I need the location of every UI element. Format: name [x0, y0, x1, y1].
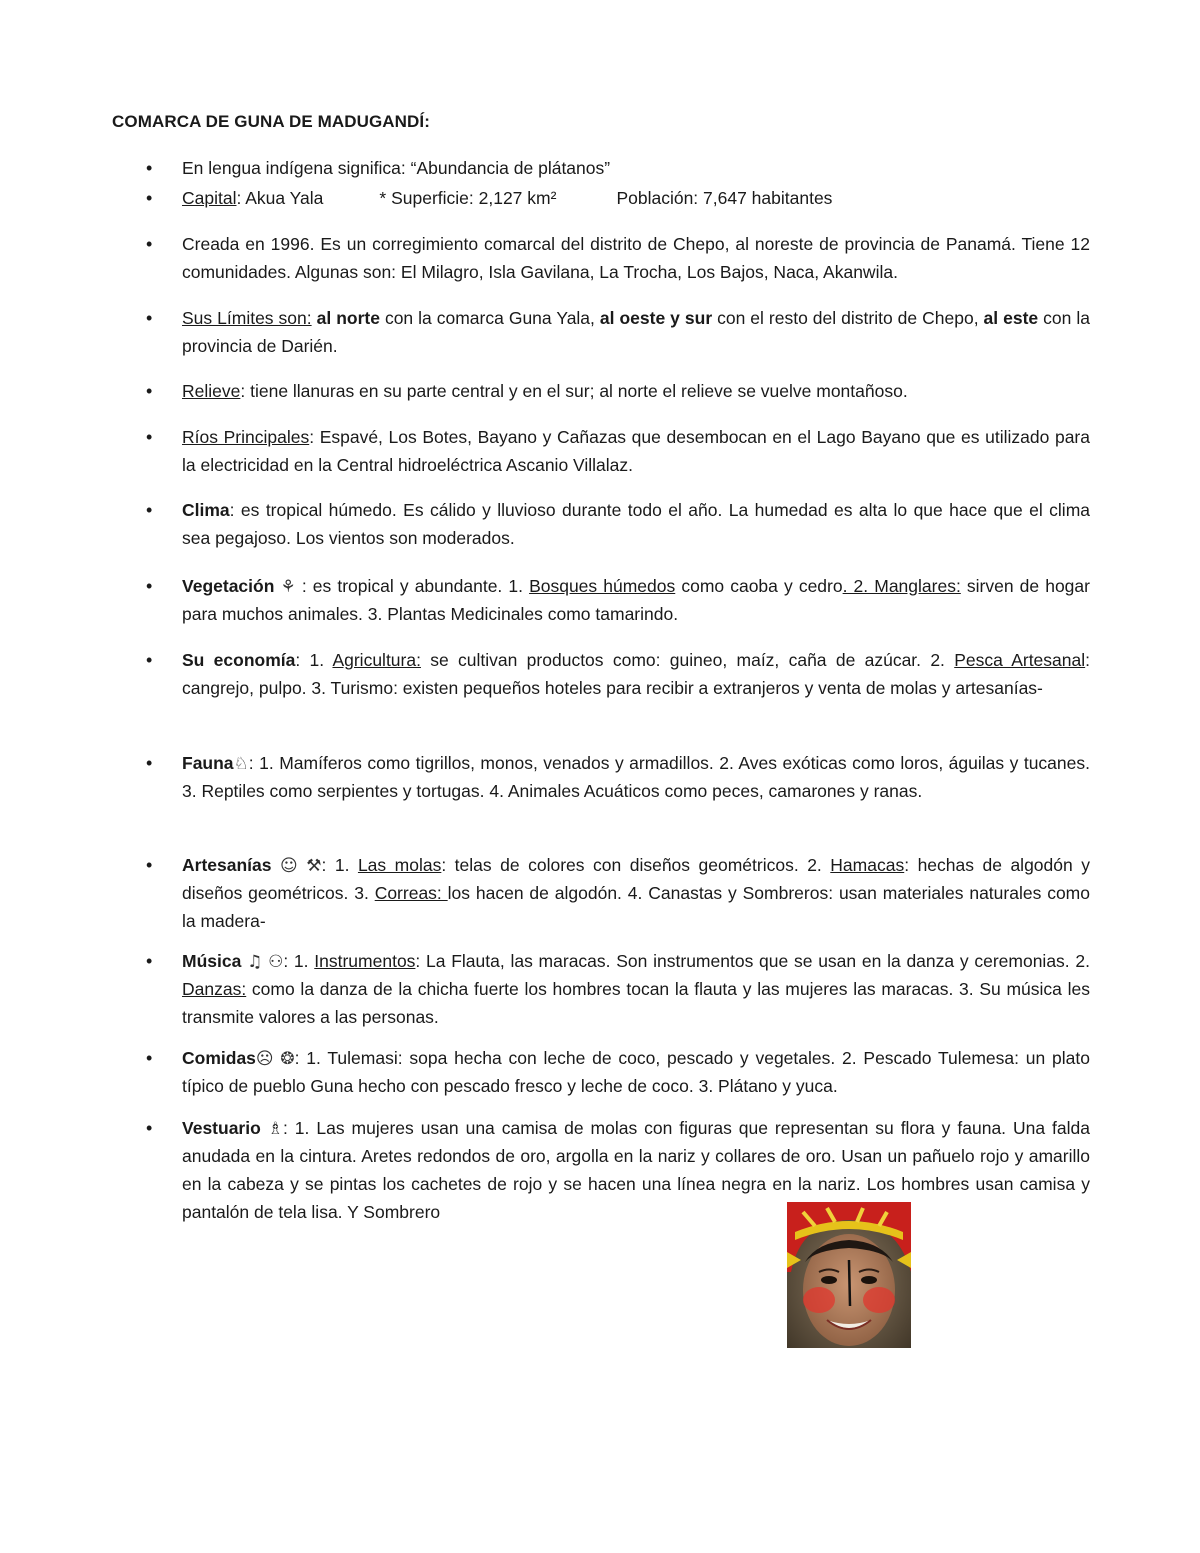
- capital-value: : Akua Yala: [236, 188, 324, 208]
- list-item-capital: [182, 184, 1090, 212]
- relieve-text: : tiene llanuras en su parte central y en el sur; al norte el relieve se vuelve montañoso.: [240, 381, 908, 401]
- vegetacion-text-1: : es tropical y abundante. 1.: [295, 576, 530, 596]
- economia-text-2: se cultivan productos como: guineo, maíz, caña de azúcar. 2.: [420, 650, 955, 670]
- plant-icon: ⚘: [280, 577, 296, 597]
- list-item-clima: [182, 496, 1090, 552]
- list-item-creada: [182, 230, 1090, 286]
- list-item-meaning: [182, 154, 1090, 182]
- fauna-label: Fauna: [182, 753, 234, 773]
- limites-este-label: al este: [983, 308, 1039, 328]
- rios-text: : Espavé, Los Botes, Bayano y Cañazas que desembocan en el Lago Bayano que es utilizado para la electricidad en la Central hidroeléctrica Ascanio Villalaz.: [182, 427, 1090, 475]
- economia-agricultura: Agricultura:: [332, 650, 421, 670]
- artesanias-text-2: : telas de colores con diseños geométricos. 2.: [441, 855, 831, 875]
- creada-text: Creada en 1996. Es un corregimiento comarcal del distrito de Chepo, al noreste de provincia de Panamá. Tiene 12 comunidades. Algunas son: El Milagro, Isla Gavilana, La Trocha, Los Bajos, Naca, Akanwila.: [182, 234, 1090, 282]
- vestuario-label: Vestuario: [182, 1118, 261, 1138]
- musica-label: Música: [182, 951, 242, 971]
- economia-label: Su economía: [182, 650, 296, 670]
- comidas-text: : 1. Tulemasi: sopa hecha con leche de coco, pescado y vegetales. 2. Pescado Tulemesa: un plato típico de pueblo Guna hecho con pescado fresco y leche de coco. 3. Plátano y yuca.: [182, 1048, 1090, 1096]
- page-title: COMARCA DE GUNA DE MADUGANDÍ:: [112, 112, 431, 131]
- artesanias-correas: Correas:: [374, 883, 448, 903]
- list-item-fauna: [182, 749, 1090, 805]
- relieve-label: Relieve: [182, 381, 241, 401]
- list-item-economia: [182, 646, 1090, 702]
- limites-norte-text: con la comarca Guna Yala,: [379, 308, 600, 328]
- vegetacion-bosques: Bosques húmedos: [529, 576, 676, 596]
- economia-pesca: Pesca Artesanal: [954, 650, 1086, 670]
- musica-instrumentos: Instrumentos: [314, 951, 416, 971]
- limites-label: Sus Límites son:: [182, 308, 312, 328]
- musica-text-1: : 1.: [283, 951, 315, 971]
- artesanias-label: Artesanías: [182, 855, 272, 875]
- list-item-vestuario: [182, 1114, 1090, 1226]
- list-item-limites: [182, 304, 1090, 360]
- artesanias-text-1: : 1.: [321, 855, 358, 875]
- limites-oeste-text: con el resto del distrito de Chepo,: [712, 308, 984, 328]
- musica-text-3: como la danza de la chicha fuerte los hombres tocan la flauta y las mujeres las maracas. 3. Su música les transmite valores a las personas.: [182, 979, 1090, 1027]
- economia-text-1: : 1.: [295, 650, 333, 670]
- economia-text-3: : cangrejo, pulpo. 3. Turismo: existen pequeños hoteles para recibir a extranjeros y venta de molas y artesanías-: [182, 650, 1090, 698]
- meaning-text: En lengua indígena significa: “Abundancia de plátanos”: [182, 158, 611, 178]
- list-item-comidas: [182, 1044, 1090, 1100]
- fish-icon: ❂: [280, 1049, 295, 1069]
- drum-icon: ⚇: [268, 952, 284, 972]
- superficie-text: * Superficie: 2,127 km²: [379, 188, 557, 208]
- clima-text: : es tropical húmedo. Es cálido y lluvioso durante todo el año. La humedad es alta lo que hace que el clima sea pegajoso. Los vientos son moderados.: [182, 500, 1090, 548]
- clima-label: Clima: [182, 500, 230, 520]
- dress-icon: ♗: [267, 1119, 283, 1139]
- craft-icon: ☺: [280, 856, 298, 876]
- hammock-icon: ⚒: [306, 856, 322, 876]
- vegetacion-manglares: . 2. Manglares:: [842, 576, 961, 596]
- limites-oeste-label: al oeste y sur: [599, 308, 713, 328]
- artesanias-text-4: los hacen de algodón. 4. Canastas y Sombreros: usan materiales naturales como la madera-: [182, 883, 1090, 931]
- limites-este-text: con la provincia de Darién.: [182, 308, 1090, 356]
- musica-text-2: : La Flauta, las maracas. Son instrumentos que se usan en la danza y ceremonias. 2.: [415, 951, 1090, 971]
- vegetacion-label: Vegetación: [182, 576, 275, 596]
- artesanias-hamacas: Hamacas: [830, 855, 905, 875]
- vegetacion-text-2: como caoba y cedro: [675, 576, 843, 596]
- guna-woman-photo: [787, 1202, 911, 1348]
- rios-label: Ríos Principales: [182, 427, 310, 447]
- musica-danzas: Danzas:: [182, 979, 247, 999]
- fauna-text: : 1. Mamíferos como tigrillos, monos, venados y armadillos. 2. Aves exóticas como loros, águilas y tucanes. 3. Reptiles como serpientes y tortugas. 4. Animales Acuáticos como peces, camarones y ranas.: [182, 753, 1090, 801]
- capital-label: Capital: [182, 188, 237, 208]
- list-item-vegetacion: [182, 572, 1090, 628]
- artesanias-molas: Las molas: [357, 855, 442, 875]
- music-notes-icon: ♫: [247, 952, 263, 972]
- food-icon: ☹: [255, 1049, 274, 1069]
- list-item-rios: [182, 423, 1090, 479]
- list-item-musica: [182, 947, 1090, 1031]
- poblacion-text: Población: 7,647 habitantes: [616, 188, 833, 208]
- list-item-artesanias: [182, 851, 1090, 935]
- comidas-label: Comidas: [182, 1048, 256, 1068]
- vestuario-text: : 1. Las mujeres usan una camisa de molas con figuras que representan su flora y fauna. Una falda anudada en la cintura. Aretes redondos de oro, argolla en la nariz y collares de oro. Usan un pañuelo rojo y amarillo en la cabeza y se pintas los cachetes de rojo y se hacen una línea negra en la nariz. Los hombres usan camisa y pantalón de tela lisa. Y Sombrero: [182, 1118, 1090, 1222]
- limites-norte-label: al norte: [316, 308, 380, 328]
- vegetacion-text-3: sirven de hogar para muchos animales. 3. Plantas Medicinales como tamarindo.: [182, 576, 1090, 624]
- artesanias-text-3: : hechas de algodón y diseños geométricos. 3.: [182, 855, 1090, 903]
- animal-icon: ♘: [233, 754, 249, 774]
- list-item-relieve: [182, 377, 1090, 405]
